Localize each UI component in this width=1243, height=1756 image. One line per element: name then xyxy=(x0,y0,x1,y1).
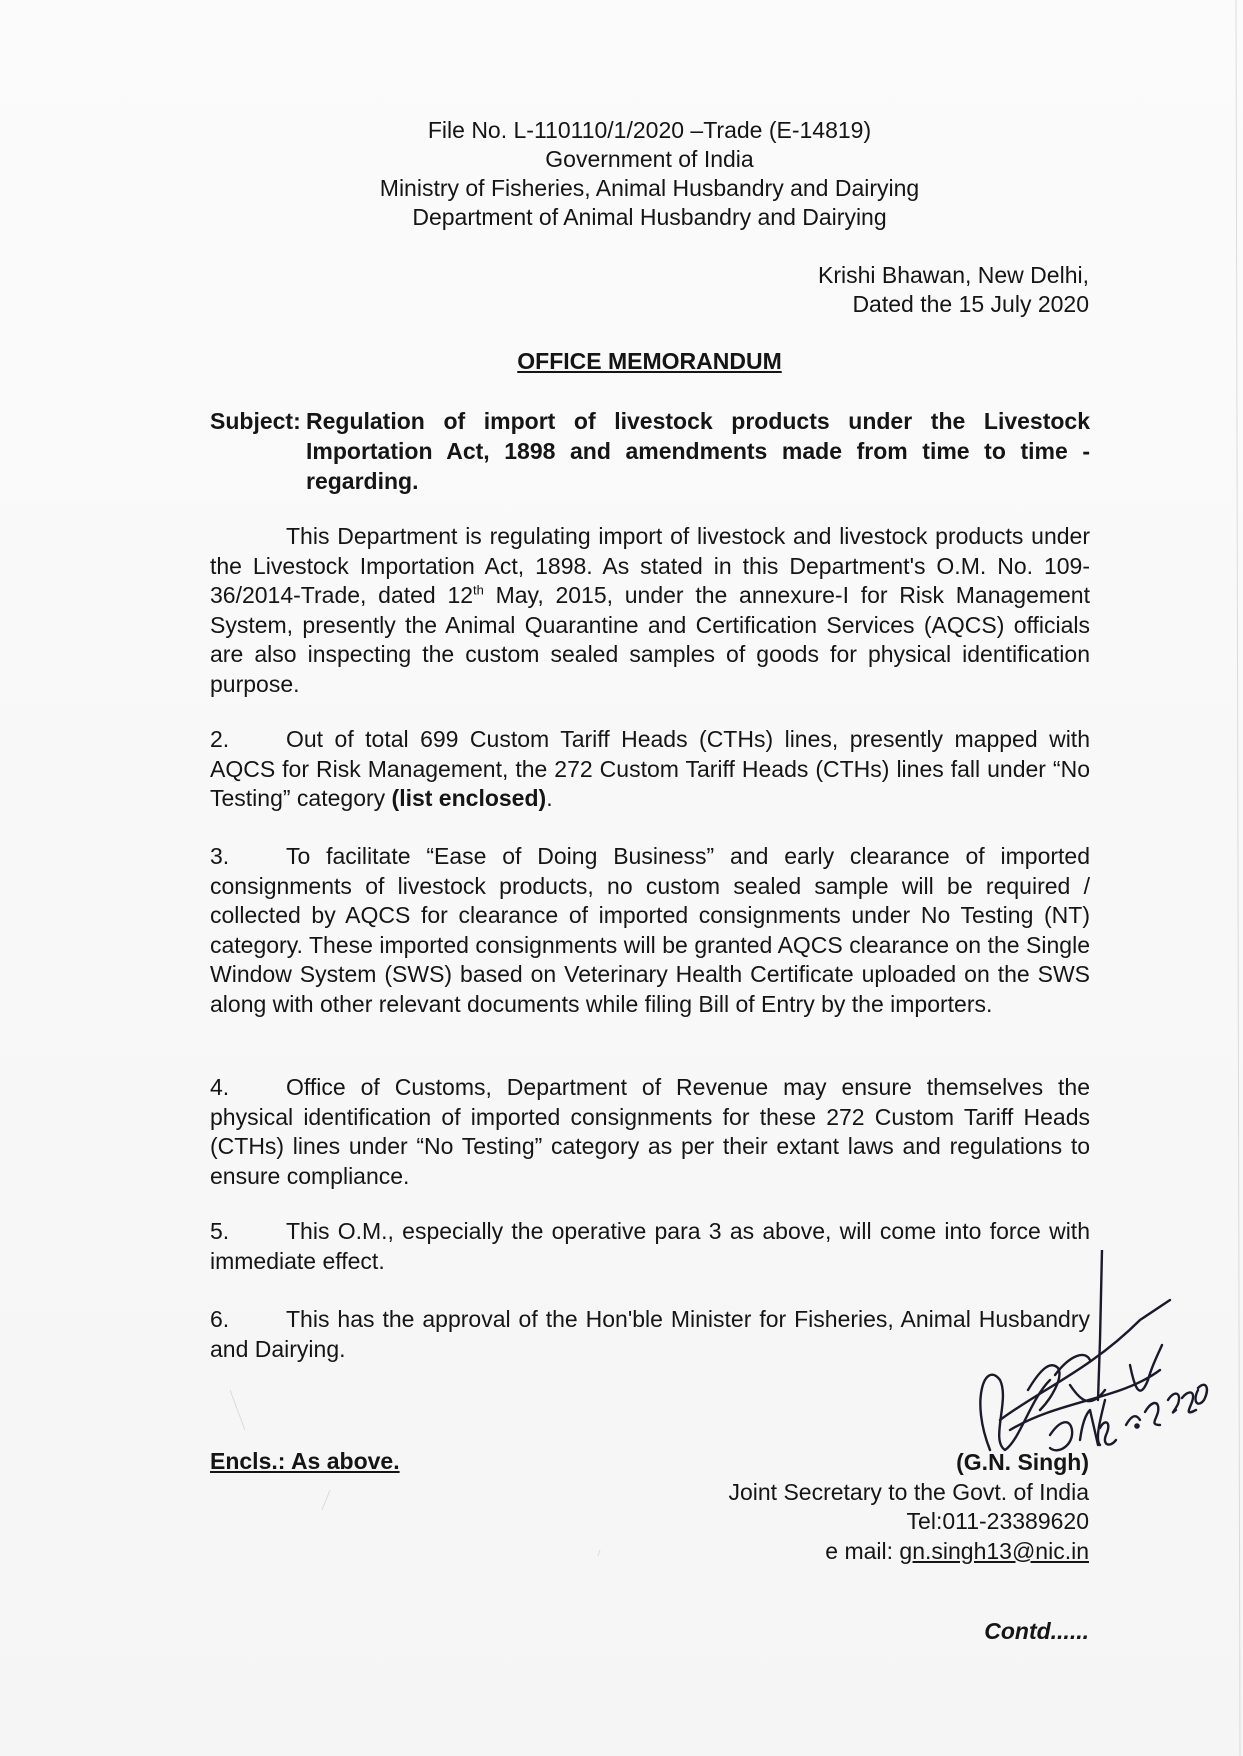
government-name: Government of India xyxy=(545,146,754,172)
paragraph-4-text: Office of Customs, Department of Revenue may ensure themselves the physical identification of imported consignments for these 272 Custom Tariff Heads (CTHs) lines under “No Testing” category as per their extant laws and regulations to ensure compliance. xyxy=(210,1074,1090,1189)
title-text: OFFICE MEMORANDUM xyxy=(517,348,782,374)
paragraph-5-text: This O.M., especially the operative para 3 as above, will come into force with immediate effect. xyxy=(210,1218,1090,1274)
place: Krishi Bhawan, New Delhi, xyxy=(817,262,1089,288)
signatory-block xyxy=(728,1448,1089,1566)
place-date-block xyxy=(818,261,1089,319)
ministry-name: Ministry of Fisheries, Animal Husbandry and Dairying xyxy=(379,175,920,201)
paragraph-number: 4. xyxy=(210,1074,230,1100)
subject-label: Subject: xyxy=(210,408,301,434)
subject-block xyxy=(210,406,1090,496)
signatory-name: (G.N. Singh) xyxy=(956,1449,1089,1475)
signatory-telephone: Tel:011-23389620 xyxy=(906,1508,1089,1534)
paragraph-2-end: . xyxy=(546,785,553,811)
paragraph-number: 3. xyxy=(210,843,230,869)
signatory-email-line xyxy=(728,1537,1089,1567)
paragraph-1-text-a: This Department is regulating import of livestock and livestock products under the Livestock Importation Act, 1898. As stated in this Department's O.M. No. 109-36/2014-Trade, dated 12 xyxy=(210,523,1090,608)
paragraph-2 xyxy=(210,725,1090,814)
paragraph-1 xyxy=(210,522,1090,699)
paragraph-3-text: To facilitate “Ease of Doing Business” and early clearance of imported consignments of livestock products, no custom sealed sample will be required / collected by AQCS for clearance of imported consignments under No Testing (NT) category. These imported consignments will be granted AQCS clearance on the Single Window System (SWS) based on Veterinary Health Certificate uploaded on the SWS along with other relevant documents while filing Bill of Entry by the importers. xyxy=(210,843,1090,1017)
email-label: e mail: xyxy=(825,1537,900,1564)
letterhead xyxy=(0,116,1243,232)
file-number: File No. L-110110/1/2020 –Trade (E-14819) xyxy=(427,117,872,143)
paragraph-number: 6. xyxy=(210,1306,230,1332)
continued-marker: Contd...... xyxy=(984,1618,1089,1644)
paragraph-1-superscript: th xyxy=(473,582,484,598)
subject-text: Regulation of import of livestock products under the Livestock Importation Act, 1898 and amendments made from time to time - regarding. xyxy=(306,408,1090,494)
paragraph-2-text: Out of total 699 Custom Tariff Heads (CTHs) lines, presently mapped with AQCS for Risk Management, the 272 Custom Tariff Heads (CTHs) lines fall under “No Testing” category xyxy=(210,726,1090,811)
enclosure-note: Encls.: As above. xyxy=(210,1448,400,1474)
email-link[interactable]: gn.singh13@nic.in xyxy=(899,1537,1089,1564)
paragraph-number: 5. xyxy=(210,1218,230,1244)
paragraph-4 xyxy=(210,1073,1090,1191)
department-name: Department of Animal Husbandry and Dairying xyxy=(412,204,887,230)
document-title xyxy=(0,348,1243,375)
paragraph-2-bold: (list enclosed) xyxy=(391,785,547,811)
date: Dated the 15 July 2020 xyxy=(852,291,1089,317)
handwritten-signature xyxy=(930,1250,1210,1470)
signatory-designation: Joint Secretary to the Govt. of India xyxy=(728,1478,1089,1505)
paragraph-number: 2. xyxy=(210,726,230,752)
paragraph-1-text-b: May, 2015, under the annexure-I for Risk Management System, presently the Animal Quarantine and Certification Services (AQCS) officials are also inspecting the custom sealed samples of goods for physical identification purpose. xyxy=(210,582,1090,697)
paragraph-6-text: This has the approval of the Hon'ble Minister for Fisheries, Animal Husbandry and Dairying. xyxy=(210,1306,1090,1362)
paragraph-3 xyxy=(210,842,1090,1019)
